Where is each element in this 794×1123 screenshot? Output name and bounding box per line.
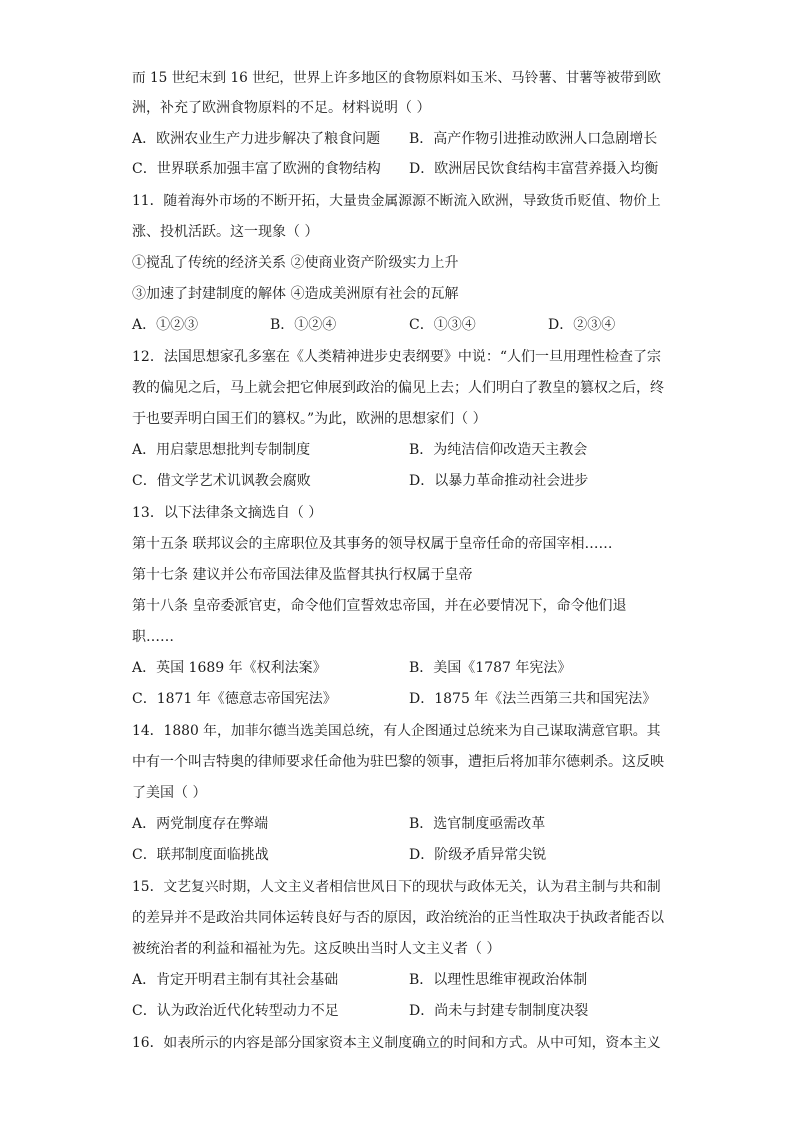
q13-option-a[interactable]: A．英国 1689 年《权利法案》: [132, 660, 327, 676]
q12-option-b[interactable]: B．为纯洁信仰改造天主教会: [409, 442, 588, 458]
q13-article-18: 第十八条 皇帝委派官吏，命令他们宣誓效忠帝国，并在必要情况下，命令他们退: [132, 598, 627, 614]
q12-option-d[interactable]: D．以暴力革命推动社会进步: [409, 473, 589, 489]
q15-option-c[interactable]: C．认为政治近代化转型动力不足: [132, 1003, 339, 1019]
q14-option-d[interactable]: D．阶级矛盾异常尖锐: [409, 847, 547, 863]
q13-option-b[interactable]: B．美国《1787 年宪法》: [409, 660, 572, 676]
q13-option-d[interactable]: D．1875 年《法兰西第三共和国宪法》: [409, 691, 657, 707]
q14-stem-line-3: 了美国（ ）: [132, 785, 207, 801]
q12-stem-line-3: 于也要弄明白国王们的篡权。”为此，欧洲的思想家们（ ）: [132, 411, 487, 427]
q15-stem-line-2: 的差异并不是政治共同体运转良好与否的原因，政治统治的正当性取决于执政者能否以: [132, 910, 664, 926]
q14-option-c[interactable]: C．联邦制度面临挑战: [132, 847, 269, 863]
q14-stem-line-2: 中有一个叫吉特奥的律师要求任命他为驻巴黎的领事，遭拒后将加菲尔德刺杀。这反映: [132, 754, 664, 770]
q11-option-c[interactable]: C．①③④: [409, 317, 476, 333]
q14-stem-line-1: 14．1880 年，加菲尔德当选美国总统，有人企图通过总统来为自己谋取满意官职。其: [132, 723, 661, 739]
q11-items-line-1: ①搅乱了传统的经济关系 ②使商业资产阶级实力上升: [132, 255, 459, 271]
q10-option-b[interactable]: B．高产作物引进推动欧洲人口急剧增长: [409, 131, 658, 147]
q15-option-d[interactable]: D．尚未与封建专制制度决裂: [409, 1003, 589, 1019]
q16-stem-line-1: 16．如表所示的内容是部分国家资本主义制度确立的时间和方式。从中可知，资本主义: [132, 1035, 661, 1051]
q15-option-a[interactable]: A．肯定开明君主制有其社会基础: [132, 972, 339, 988]
q13-article-17: 第十七条 建议并公布帝国法律及监督其执行权属于皇帝: [132, 567, 473, 583]
q12-option-c[interactable]: C．借文学艺术讥讽教会腐败: [132, 473, 311, 489]
q12-option-a[interactable]: A．用启蒙思想批判专制制度: [132, 442, 311, 458]
q10-stem-line-2: 洲，补充了欧洲食物原料的不足。材料说明（ ）: [132, 100, 431, 116]
q13-article-18-cont: 职……: [132, 629, 174, 645]
q10-option-c[interactable]: C．世界联系加强丰富了欧洲的食物结构: [132, 161, 381, 177]
q15-stem-line-1: 15．文艺复兴时期，人文主义者相信世风日下的现状与政体无关，认为君主制与共和制: [132, 879, 661, 895]
q14-option-b[interactable]: B．选官制度亟需改革: [409, 816, 546, 832]
q11-items-line-2: ③加速了封建制度的解体 ④造成美洲原有社会的瓦解: [132, 286, 459, 302]
q10-option-a[interactable]: A．欧洲农业生产力进步解决了粮食问题: [132, 131, 381, 147]
q11-stem-line-2: 涨、投机活跃。这一现象（ ）: [132, 224, 319, 240]
q14-option-a[interactable]: A．两党制度存在弊端: [132, 816, 269, 832]
q15-option-b[interactable]: B．以理性思维审视政治体制: [409, 972, 588, 988]
q10-option-d[interactable]: D．欧洲居民饮食结构丰富营养摄入均衡: [409, 161, 659, 177]
q10-stem-line-1: 而 15 世纪末到 16 世纪，世界上许多地区的食物原料如玉米、马铃薯、甘薯等被带到欧: [132, 70, 661, 86]
q12-stem-line-1: 12．法国思想家孔多塞在《人类精神进步史表纲要》中说：“人们一旦用理性检查了宗: [132, 349, 661, 365]
q11-option-b[interactable]: B．①②④: [270, 317, 337, 333]
q11-option-a[interactable]: A．①②③: [132, 317, 199, 333]
q13-article-15: 第十五条 联邦议会的主席职位及其事务的领导权属于皇帝任命的帝国宰相……: [132, 536, 613, 552]
q11-option-d[interactable]: D．②③④: [548, 317, 616, 333]
q15-stem-line-3: 被统治者的利益和福祉为先。这反映出当时人文主义者（ ）: [132, 941, 501, 957]
q12-stem-line-2: 教的偏见之后，马上就会把它伸展到政治的偏见上去；人们明白了教皇的篡权之后，终: [132, 380, 664, 396]
q11-stem-line-1: 11．随着海外市场的不断开拓，大量贵金属源源不断流入欧洲，导致货币贬值、物价上: [132, 193, 661, 209]
q13-stem-line-1: 13．以下法律条文摘选自（ ）: [132, 505, 323, 521]
q13-option-c[interactable]: C．1871 年《德意志帝国宪法》: [132, 691, 337, 707]
